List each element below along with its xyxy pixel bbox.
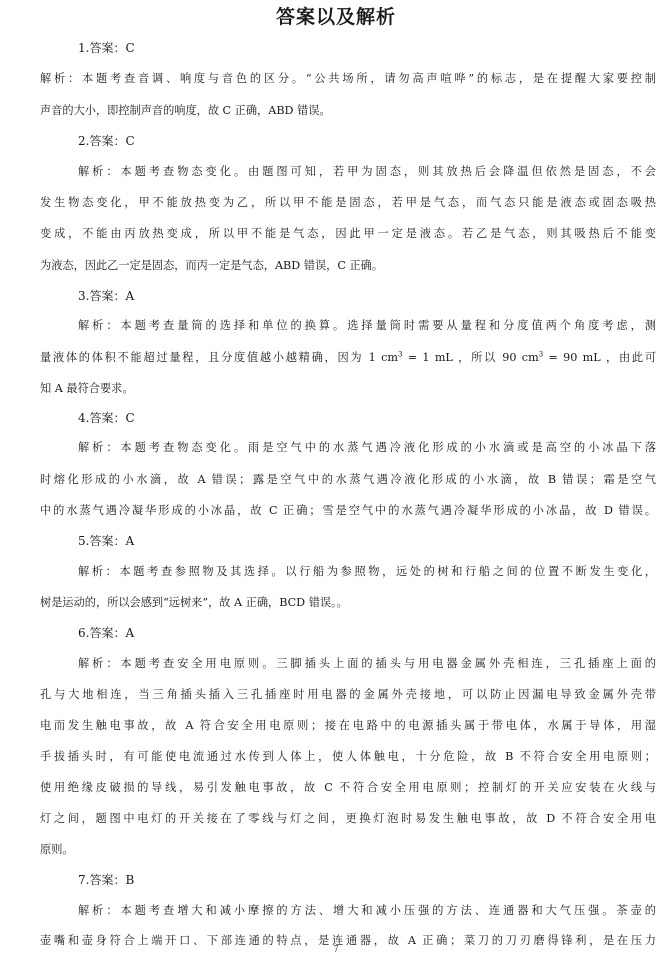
q6-line-3: 电而发生触电事故，故 A 符合安全用电原则；接在电路中的电源插头属于带电体，水属于导体，用湿: [40, 719, 656, 732]
q3-answer: 3.答案：A: [78, 289, 135, 303]
page-number: 7: [333, 945, 339, 955]
q2-line-1: 解析：本题考查物态变化。由题图可知，若甲为固态，则其放热后会降温但依然是固态，不会: [78, 165, 656, 178]
q5-line-1: 解析：本题考查参照物及其选择。以行船为参照物，远处的树和行船之间的位置不断发生变化，: [78, 565, 656, 578]
q6-line-1: 解析：本题考查安全用电原则。三脚插头上面的插头与用电器金属外壳相连，三孔插座上面的: [78, 657, 656, 670]
q1-answer: 1.答案：C: [78, 41, 135, 55]
q4-line-3: 中的水蒸气遇冷凝华形成的小冰晶，故 C 正确；雪是空气中的水蒸气遇冷凝华形成的小冰晶，故 D 错误。: [40, 504, 656, 517]
q4-answer: 4.答案：C: [78, 411, 135, 425]
q3-line-2-sup-2: 3: [538, 350, 544, 359]
q6-line-7: 原则。: [40, 843, 74, 856]
q1-line-1: 解析：本题考查音调、响度与音色的区分。“公共场所，请勿高声喧哗”的标志，是在提醒大家要控制: [40, 72, 656, 85]
q7-line-1: 解析：本题考查增大和减小摩擦的方法、增大和减小压强的方法、连通器和大气压强。茶壶的: [78, 904, 656, 917]
q6-answer: 6.答案：A: [78, 626, 135, 640]
q4-line-1: 解析：本题考查物态变化。雨是空气中的水蒸气遇冷液化形成的小水滴或是高空的小冰晶下落: [78, 441, 656, 454]
q6-line-6: 灯之间，题图中电灯的开关接在了零线与灯之间，更换灯泡时易发生触电事故，故 D 不符合安全用电: [40, 812, 656, 825]
page-title: 答案以及解析: [275, 6, 396, 28]
q1-line-2: 声音的大小，即控制声音的响度，故 C 正确，ABD 错误。: [40, 104, 331, 117]
q3-line-2-sup-1: 3: [397, 350, 403, 359]
q2-line-3: 变成，不能由丙放热变成，所以甲不能是气态，因此甲一定是液态。若乙是气态，则其吸热后不能变: [40, 227, 656, 240]
q2-line-2: 发生物态变化，甲不能放热变为乙，所以甲不能是固态，若甲是气态，而气态只能是液态或固态吸热: [40, 196, 656, 209]
q6-line-4: 手拔插头时，有可能使电流通过水传到人体上，使人体触电，十分危险，故 B 不符合安全用电原则；: [40, 750, 656, 763]
q5-answer: 5.答案：A: [78, 534, 135, 548]
q3-line-2: [40, 350, 656, 366]
q4-line-2: 时熔化形成的小水滴，故 A 错误；露是空气中的水蒸气遇冷液化形成的小水滴，故 B 错误；霜是空气: [40, 473, 656, 486]
q5-line-2: 树是运动的，所以会感到“远树来”，故 A 正确，BCD 错误。。: [40, 596, 348, 609]
q3-line-2-a: 量液体的体积不能超过量程，且分度值越小越精确，因为 1 cm: [40, 351, 398, 364]
q3-line-1: 解析：本题考查量筒的选择和单位的换算。选择量筒时需要从量程和分度值两个角度考虑，测: [78, 319, 656, 332]
q3-line-2-c: = 90 mL ，由此可: [543, 351, 656, 364]
q2-answer: 2.答案：C: [78, 134, 135, 148]
q6-line-5: 使用绝缘皮破损的导线，易引发触电事故，故 C 不符合安全用电原则；控制灯的开关应安装在火线与: [40, 781, 656, 794]
q3-line-2-b: = 1 mL ，所以 90 cm: [402, 351, 539, 364]
q3-line-3: 知 A 最符合要求。: [40, 382, 134, 395]
q6-line-2: 孔与大地相连，当三角插头插入三孔插座时用电器的金属外壳接地，可以防止因漏电导致金属外壳带: [40, 688, 656, 701]
q2-line-4: 为液态，因此乙一定是固态，而丙一定是气态，ABD 错误，C 正确。: [40, 259, 384, 272]
q7-line-2: 壶嘴和壶身符合上端开口、下部连通的特点，是连通器，故 A 正确；菜刀的刀刃磨得锋利，是在压力: [40, 934, 656, 947]
q7-answer: 7.答案：B: [78, 873, 135, 887]
